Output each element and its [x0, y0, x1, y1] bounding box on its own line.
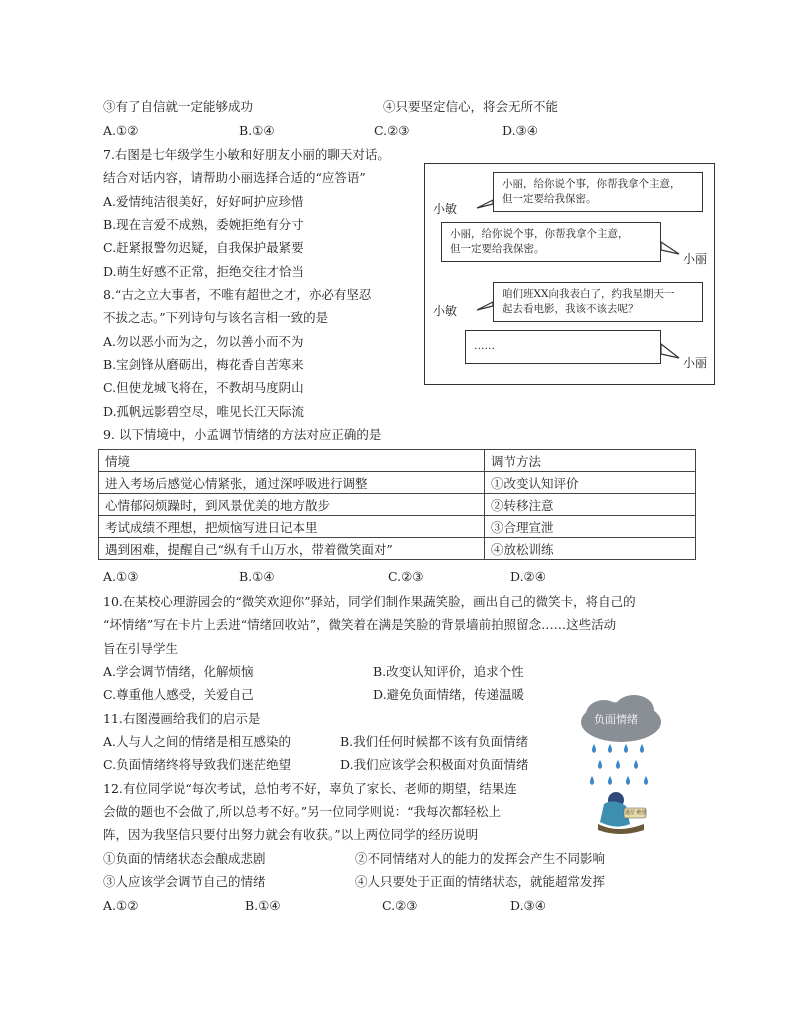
name-xiaomin-2: 小敏	[433, 304, 458, 318]
table-cell: 进入考场后感觉心情紧张，通过深呼吸进行调整	[99, 472, 485, 494]
table-cell: ②转移注意	[485, 494, 696, 516]
q7-stem-line2: 结合对话内容，请帮助小丽选择合适的“应答语”	[103, 170, 366, 185]
q10-option-d: D.避免负面情绪，传递温暖	[373, 687, 525, 702]
chat-bubble-2	[441, 222, 661, 262]
table-cell: 考试成绩不理想，把烦恼写进日记本里	[99, 516, 485, 538]
table-cell: ①改变认知评价	[485, 472, 696, 494]
choice-b: B.①④	[239, 123, 275, 138]
q12-stem-line2: 会做的题也不会做了,所以总考不好。”另一位同学则说：“我每次都轻松上	[103, 804, 502, 819]
q11-option-a: A.人与人之间的情绪是相互感染的	[103, 734, 292, 749]
q9-choice-row	[103, 567, 703, 587]
chat-figure	[424, 163, 715, 385]
q11-stem: 11.右图漫画给我们的启示是	[103, 711, 261, 726]
table-row	[99, 516, 696, 538]
q10-stem-line1: 10.在某校心理游园会的“微笑欢迎你”驿站，同学们制作果蔬笑脸，画出自己的微笑卡，将自己的	[103, 594, 636, 609]
q11-option-c: C.负面情绪终将导致我们迷茫绝望	[103, 757, 292, 772]
choice-d: D.③④	[510, 898, 546, 913]
q8-stem-line1: 8.“古之立大事者，不唯有超世之才，亦必有坚忍	[103, 287, 372, 302]
q10-option-b: B.改变认知评价，追求个性	[373, 664, 524, 679]
q9-table	[98, 449, 696, 560]
choice-c: C.②③	[374, 123, 410, 138]
q7-stem-line1: 7.右图是七年级学生小敏和好朋友小丽的聊天对话。	[103, 147, 390, 162]
q7-option-c: C.赶紧报警勿迟疑，自我保护最紧要	[103, 240, 304, 255]
q7-option-a: A.爱情纯洁很美好，好好呵护应珍惜	[103, 194, 304, 209]
bubble-4-text: ……	[474, 340, 495, 352]
name-xiaoli-1: 小丽	[683, 252, 708, 266]
negative-emotion-cartoon	[576, 692, 666, 840]
choice-a: A.①②	[103, 898, 139, 913]
bubble-3-line2: 起去看电影，我该不该去呢？	[502, 303, 639, 315]
name-xiaoli-2: 小丽	[683, 356, 708, 370]
bubble-1-line2: 但一定要给我保密。	[502, 193, 597, 205]
chat-bubble-3	[493, 282, 703, 322]
q11-option-d: D.我们应该学会积极面对负面情绪	[340, 757, 529, 772]
q12-stem-line1: 12.有位同学说“每次考试，总怕考不好，辜负了家长、老师的期望，结果连	[103, 781, 517, 796]
table-cell: 心情郁闷烦躁时，到风景优美的地方散步	[99, 494, 485, 516]
cartoon-sign-label: 迷茫 绝望	[625, 810, 647, 816]
choice-c: C.②③	[388, 569, 424, 584]
table-cell: 遇到困难，提醒自己“纵有千山万水，带着微笑面对”	[99, 538, 485, 560]
q10-stem-line2: “坏情绪”写在卡片上丢进“情绪回收站”，微笑着在满是笑脸的背景墙前拍照留念……这些活动	[103, 617, 617, 632]
choice-a: A.①②	[103, 123, 139, 138]
table-cell: ③合理宣泄	[485, 516, 696, 538]
cartoon-cloud-label: 负面情绪	[594, 713, 638, 726]
option-3: ③有了自信就一定能够成功	[103, 99, 254, 114]
q7-option-b: B.现在言爱不成熟，委婉拒绝有分寸	[103, 217, 304, 232]
q8-option-a: A.勿以恶小而为之，勿以善小而不为	[103, 334, 304, 349]
choice-d: D.②④	[510, 569, 546, 584]
header-situation: 情境	[99, 450, 485, 472]
choice-b: B.①④	[239, 569, 275, 584]
chat-bubble-4	[465, 330, 661, 364]
q8-option-d: D.孤帆远影碧空尽，唯见长江天际流	[103, 404, 305, 419]
choice-a: A.①③	[103, 569, 139, 584]
bubble-3-line1: 咱们班XX向我表白了，约我星期天一	[502, 288, 675, 300]
choice-d: D.③④	[502, 123, 538, 138]
bubble-2-line2: 但一定要给我保密。	[450, 243, 545, 255]
q10-option-c: C.尊重他人感受，关爱自己	[103, 687, 254, 702]
choice-row	[103, 121, 703, 141]
q9-stem: 9. 以下情境中，小孟调节情绪的方法对应正确的是	[103, 427, 382, 442]
choice-c: C.②③	[382, 898, 418, 913]
bubble-2-line1: 小丽，给你说个事，你帮我拿个主意，	[450, 228, 629, 240]
q12-item-2: ②不同情绪对人的能力的发挥会产生不同影响	[355, 851, 606, 866]
q10-option-a: A.学会调节情绪，化解烦恼	[103, 664, 254, 679]
q12-choice-row	[103, 896, 703, 916]
bubble-1-line1: 小丽，给你说个事，你帮我拿个主意，	[502, 178, 681, 190]
table-row	[99, 538, 696, 560]
q8-option-c: C.但使龙城飞将在，不教胡马度阴山	[103, 380, 304, 395]
table-cell: ④放松训练	[485, 538, 696, 560]
q8-option-b: B.宝剑锋从磨砺出，梅花香自苦寒来	[103, 357, 304, 372]
name-xiaomin-1: 小敏	[433, 202, 458, 216]
q12-stem-line3: 阵，因为我坚信只要付出努力就会有收获。”以上两位同学的经历说明	[103, 827, 479, 842]
choice-b: B.①④	[245, 898, 281, 913]
table-header-row	[99, 450, 696, 472]
q12-item-4: ④人只要处于正面的情绪状态，就能超常发挥	[355, 874, 606, 889]
q12-item-1: ①负面的情绪状态会酿成悲剧	[103, 851, 266, 866]
chat-bubble-1	[493, 172, 703, 212]
q11-option-b: B.我们任何时候都不该有负面情绪	[340, 734, 529, 749]
table-row	[99, 494, 696, 516]
q8-stem-line2: 不拔之志。”下列诗句与该名言相一致的是	[103, 310, 329, 325]
option-4: ④只要坚定信心，将会无所不能	[383, 99, 559, 114]
q12-item-3: ③人应该学会调节自己的情绪	[103, 874, 266, 889]
table-row	[99, 472, 696, 494]
q7-option-d: D.萌生好感不正常，拒绝交往才恰当	[103, 264, 305, 279]
header-method: 调节方法	[485, 450, 696, 472]
q10-stem-line3: 旨在引导学生	[103, 641, 179, 656]
